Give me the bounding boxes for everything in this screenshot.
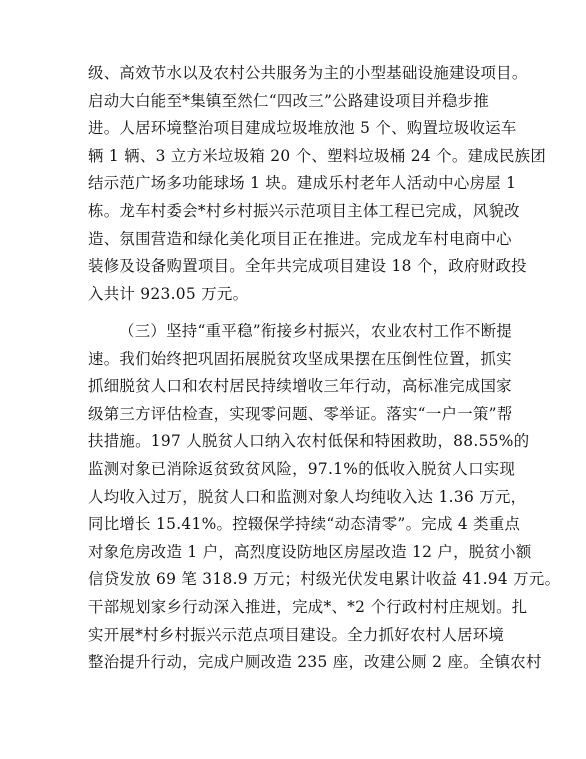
paragraph-line: 同比增长 15.41%。控辍保学持续“动态清零”。完成 4 类重点 [88, 515, 521, 534]
paragraph-line: 级第三方评估检查，实现零问题、零举证。落实“一户一策”帮 [88, 404, 513, 423]
paragraph-line: 级、高效节水以及农村公共服务为主的小型基础设施建设项目。 [88, 64, 528, 82]
paragraph-line: 速。我们始终把巩固拓展脱贫攻坚成果摆在压倒性位置，抓实 [88, 349, 512, 368]
paragraph-line: 扶措施。197 人脱贫人口纳入农村低保和特困救助，88.55%的 [88, 432, 530, 451]
paragraph-line: 结示范广场多功能球场 1 块。建成乐村老年人活动中心房屋 1 [88, 174, 517, 193]
paragraph-line: 造、氛围营造和绿化美化项目正在推进。完成龙车村电商中心 [88, 229, 512, 248]
paragraph-line: 装修及设备购置项目。全年共完成项目建设 18 个，政府财政投 [88, 257, 527, 276]
paragraph-line: 干部规划家乡行动深入推进，完成*、*2 个行政村村庄规划。扎 [88, 597, 528, 616]
paragraph-line: 抓细脱贫人口和农村居民持续增收三年行动，高标准完成国家 [88, 377, 512, 396]
paragraph-infrastructure [88, 60, 547, 308]
paragraph-line: 进。人居环境整治项目建成垃圾堆放池 5 个、购置垃圾收运车 [88, 119, 517, 138]
section-heading-line: （三）坚持“重平稳”衔接乡村振兴，农业农村工作不断提 [119, 322, 513, 340]
paragraph-line: 对象危房改造 1 户，高烈度设防地区房屋改造 12 户，脱贫小额 [88, 542, 532, 561]
paragraph-line: 整治提升行动，完成户厕改造 235 座，改建公厕 2 座。全镇农村 [88, 653, 542, 672]
paragraph-rural-revitalization [88, 318, 561, 677]
paragraph-line: 启动大白能至*集镇至然仁“四改三”公路建设项目并稳步推 [88, 91, 490, 110]
paragraph-line: 辆 1 辆、3 立方米垃圾箱 20 个、塑料垃圾桶 24 个。建成民族团 [88, 146, 547, 165]
paragraph-line: 实开展*村乡村振兴示范点项目建设。全力抓好农村人居环境 [88, 625, 505, 644]
paragraph-line: 监测对象已消除返贫致贫风险，97.1%的低收入脱贫人口实现 [88, 459, 516, 478]
paragraph-line: 入共计 923.05 万元。 [88, 284, 249, 303]
paragraph-line: 信贷发放 69 笔 318.9 万元；村级光伏发电累计收益 41.94 万元。 [88, 570, 561, 589]
paragraph-line: 人均收入过万，脱贫人口和监测对象人均纯收入达 1.36 万元， [88, 487, 527, 506]
paragraph-line: 栋。龙车村委会*村乡村振兴示范项目主体工程已完成，风貌改 [88, 201, 520, 220]
